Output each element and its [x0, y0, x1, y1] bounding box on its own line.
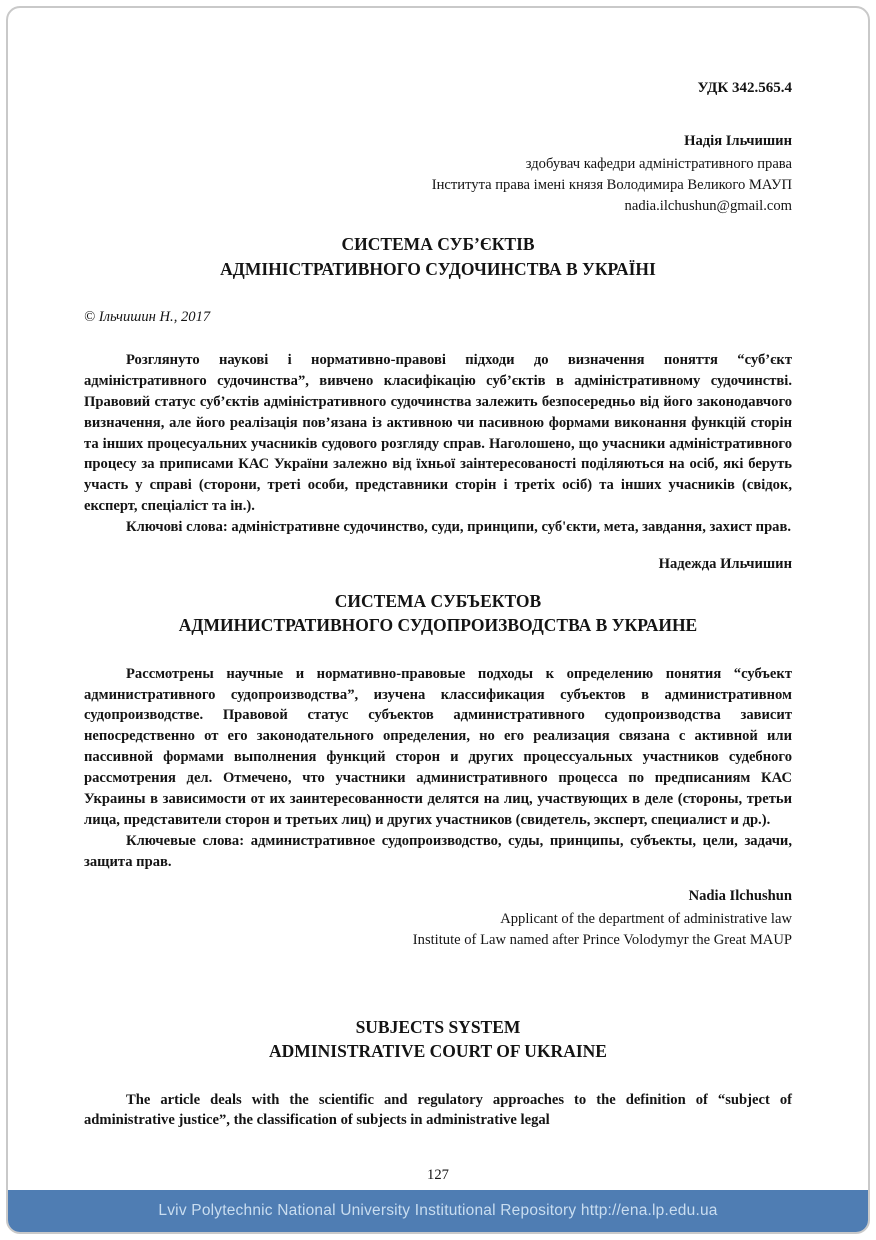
- udc-code: УДК 342.565.4: [697, 80, 792, 96]
- author-affiliation-line: Institute of Law named after Prince Volodymyr the Great MAUP: [412, 931, 792, 948]
- title-ru-line1: СИСТЕМА СУБЪЕКТОВ: [334, 590, 542, 611]
- repository-footer-bar: [8, 1190, 868, 1232]
- title-uk-line2: АДМІНІСТРАТИВНОГО СУДОЧИНСТВА В УКРАЇНІ: [220, 258, 656, 279]
- copyright-line: © Ільчишин Н., 2017: [84, 309, 211, 326]
- page-content: [8, 8, 868, 1186]
- keywords-russian: Ключевые слова: административное судопроизводство, суды, принципы, субъекты, цели, задачи, защита прав.: [84, 832, 792, 870]
- abstract-russian: Рассмотрены научные и нормативно-правовые подходы к определению понятия “субъект административного судопроизводства”, изучена классификация субъектов в административном судопроизводстве. Правовой статус субъектов административного судопроизводства зависит непосредственно от его законодательного определения, но его реализация связана с активной или пассивной формами выполнения функций сторон и других процессуальных участников судебного рассмотрения дел. Отмечено, что участники административного процесса по предписаниям КАС Украины в зависимости от их заинтересованности делятся на лиц, участвующих в деле (стороны, третьи лица, представители сторон и третьих лиц) и других участников (свидетель, эксперт, специалист и др.).: [84, 665, 792, 828]
- author-affiliation-line: Інститута права імені князя Володимира Великого МАУП: [431, 176, 792, 193]
- title-russian: [84, 589, 792, 638]
- title-uk-line1: СИСТЕМА СУБ’ЄКТІВ: [341, 234, 535, 255]
- title-english: [84, 1015, 792, 1064]
- author-block-english: [84, 886, 792, 950]
- author-affiliation-line: здобувач кафедри адміністративного права: [525, 156, 792, 173]
- abstract-ukrainian: Розглянуто наукові і нормативно-правові підходи до визначення поняття “суб’єкт адміністративного судочинства”, вивчено класифікацію суб’єктів в адміністративному судочинстві. Правовий статус суб’єктів адміністративного судочинства залежить безпосередньо від його законодавчого визначення, але його реалізація пов’язана із активною чи пасивною формами виконання функцій сторін та інших процесуальних учасників судового розгляду справ. Наголошено, що учасники адміністративного процесу за приписами КАС України залежно від їхньої заінтересованості поділяються на осіб, які беруть участь у справі (сторони, треті особи, представники сторін і третіх осіб) та інших учасників (свідок, експерт, спеціаліст та ін.).: [84, 352, 792, 515]
- title-ukrainian: [84, 232, 792, 281]
- document-page: [6, 6, 870, 1234]
- author-block-ukrainian: [84, 131, 792, 216]
- title-en-line1: SUBJECTS SYSTEM: [355, 1016, 521, 1037]
- author-email: nadia.ilchushun@gmail.com: [624, 197, 792, 214]
- title-ru-line2: АДМИНИСТРАТИВНОГО СУДОПРОИЗВОДСТВА В УКРАИНЕ: [178, 615, 698, 636]
- author-name-ru: Надежда Ильчишин: [658, 555, 792, 572]
- page-number: 127: [427, 1167, 449, 1184]
- keywords-ukrainian: Ключові слова: адміністративне судочинство, суди, принципи, суб'єкти, мета, завдання, захист прав.: [126, 519, 792, 536]
- author-name-en: Nadia Ilchushun: [688, 888, 792, 905]
- repository-footer-text: Lviv Polytechnic National University Institutional Repository http://ena.lp.edu.ua: [158, 1202, 718, 1219]
- title-en-line2: ADMINISTRATIVE COURT OF UKRAINE: [269, 1041, 607, 1062]
- spacer: [84, 967, 792, 1001]
- author-affiliation-line: Applicant of the department of administrative law: [500, 911, 792, 928]
- abstract-english: The article deals with the scientific and regulatory approaches to the definition of “subject of administrative justice”, the classification of subjects in administrative legal: [84, 1091, 792, 1129]
- author-name-uk: Надія Ільчишин: [684, 133, 792, 150]
